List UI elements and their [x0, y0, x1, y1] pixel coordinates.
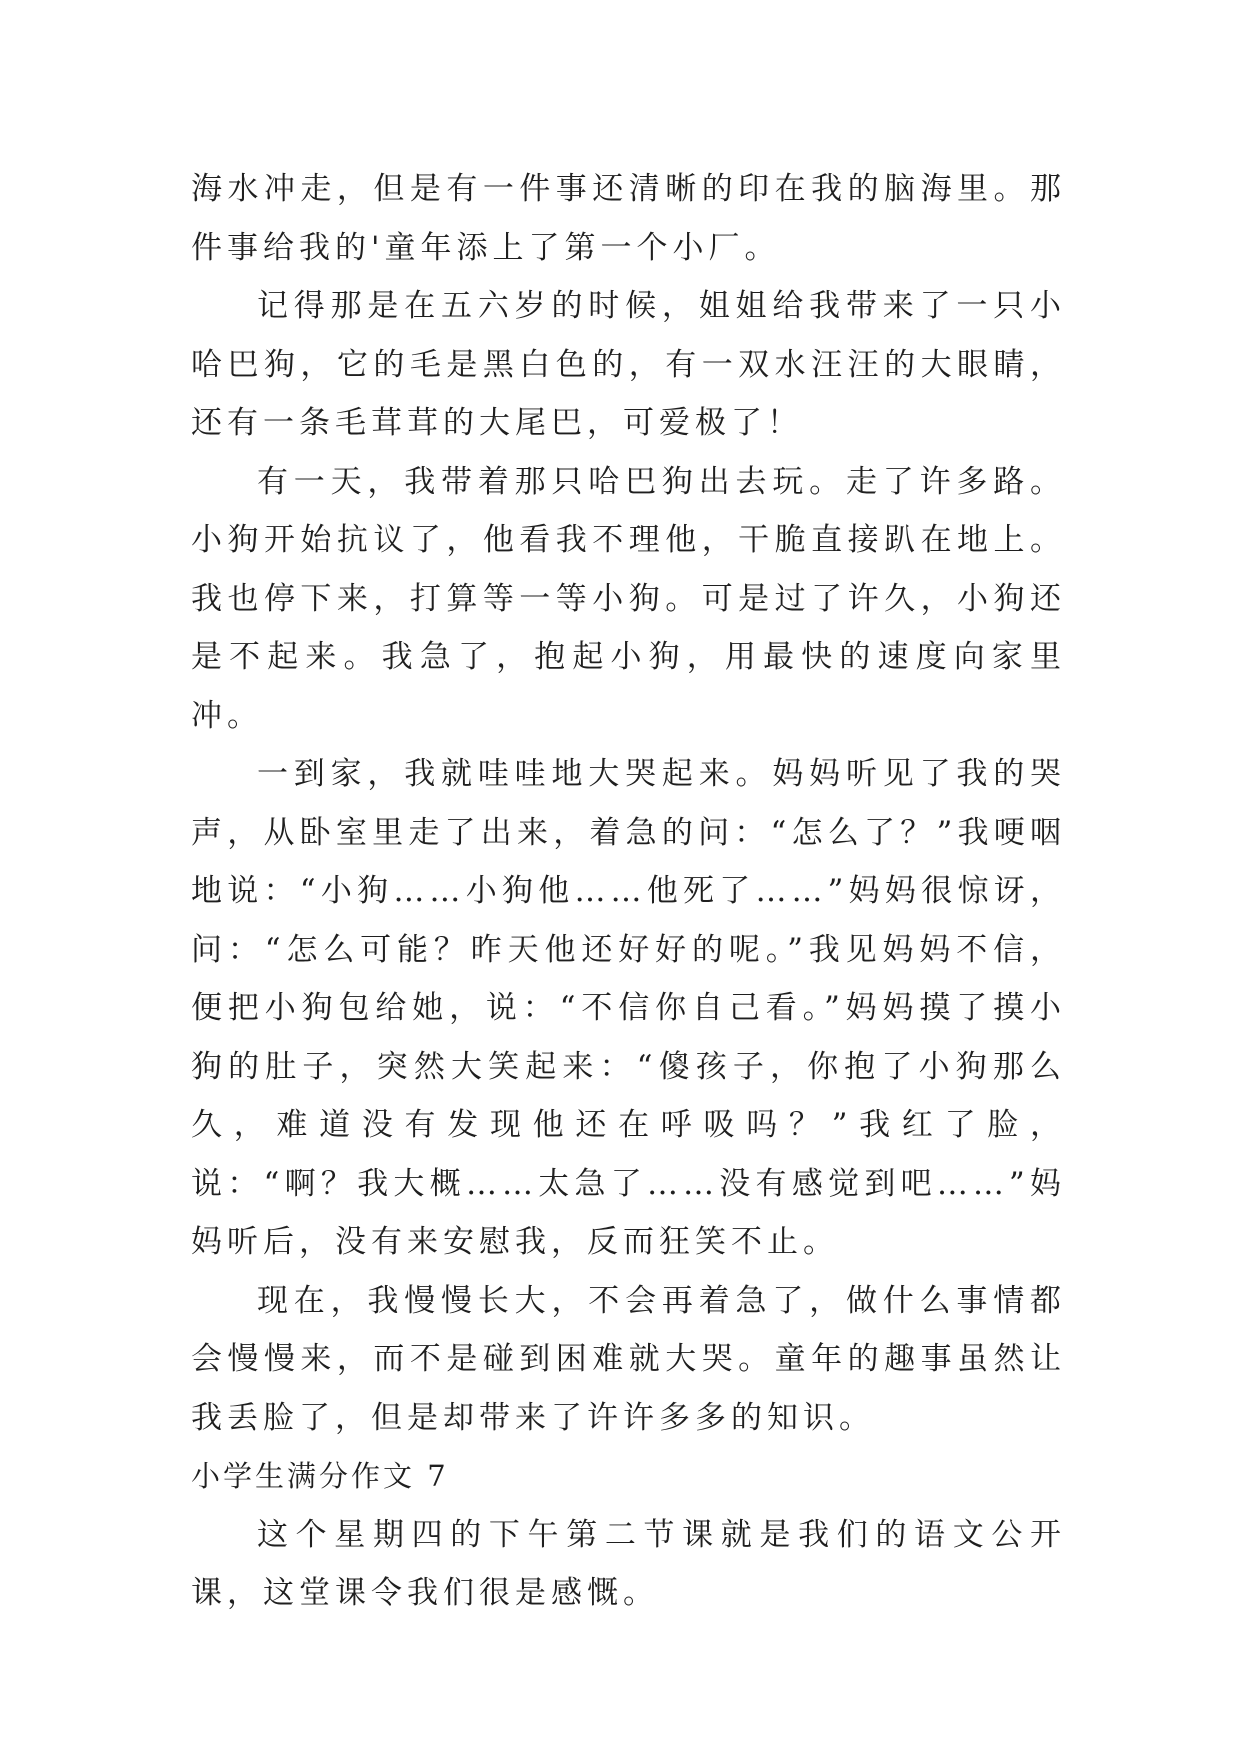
paragraph-3: 有一天，我带着那只哈巴狗出去玩。走了许多路。小狗开始抗议了，他看我不理他，干脆直接趴在地上。我也停下来，打算等一等小狗。可是过了许久，小狗还是不起来。我急了，抱起小狗，用最快的速度向家里冲。	[191, 463, 1066, 734]
paragraph-5: 现在，我慢慢长大，不会再着急了，做什么事情都会慢慢来，而不是碰到困难就大哭。童年的趣事虽然让我丢脸了，但是却带来了许许多多的知识。	[191, 1282, 1066, 1436]
document-body	[191, 160, 1066, 1623]
paragraph-1: 海水冲走，但是有一件事还清晰的印在我的脑海里。那件事给我的'童年添上了第一个小厂。	[191, 171, 1066, 266]
paragraph-4: 一到家，我就哇哇地大哭起来。妈妈听见了我的哭声，从卧室里走了出来，着急的问：“怎么了？”我哽咽地说：“小狗……小狗他……他死了……”妈妈很惊讶，问：“怎么可能？昨天他还好好的呢。”我见妈妈不信，便把小狗包给她，说：“不信你自己看。”妈妈摸了摸小狗的肚子，突然大笑起来：“傻孩子，你抱了小狗那么久，难道没有发现他还在呼吸吗？”我红了脸，说：“啊？我大概……太急了……没有感觉到吧……”妈妈听后，没有来安慰我，反而狂笑不止。	[191, 756, 1066, 1260]
paragraph-6: 这个星期四的下午第二节课就是我们的语文公开课，这堂课令我们很是感慨。	[191, 1516, 1066, 1611]
paragraph-2: 记得那是在五六岁的时候，姐姐给我带来了一只小哈巴狗，它的毛是黑白色的，有一双水汪汪的大眼睛，还有一条毛茸茸的大尾巴，可爱极了！	[191, 288, 1066, 441]
section-heading: 小学生满分作文 7	[191, 1459, 449, 1493]
